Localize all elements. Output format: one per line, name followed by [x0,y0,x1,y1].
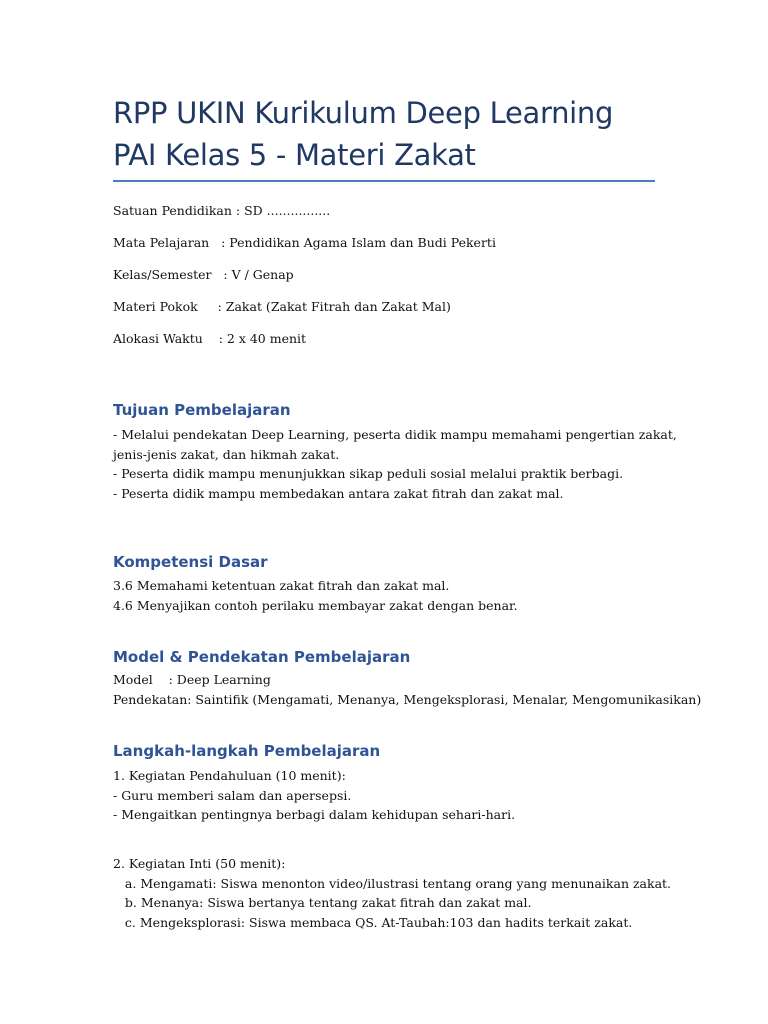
heading-langkah-pembelajaran: Langkah-langkah Pembelajaran [113,742,381,760]
tujuan-list [113,425,677,503]
kegiatan-pendahuluan [113,766,673,825]
list-item: - Peserta didik mampu membedakan antara zakat fitrah dan zakat mal. [113,485,564,501]
kompetensi-list [113,576,673,615]
heading-model-pendekatan: Model & Pendekatan Pembelajaran [113,648,411,666]
list-item: Pendekatan: Saintifik (Mengamati, Menanya, Mengeksplorasi, Menalar, Mengomunikasikan) [113,691,702,707]
meta-materi-pokok: Materi Pokok : Zakat (Zakat Fitrah dan Zakat Mal) [113,299,451,314]
list-item: 2. Kegiatan Inti (50 menit): [113,856,286,871]
title-divider [113,180,655,182]
list-item: a. Mengamati: Siswa menonton video/ilustrasi tentang orang yang menunaikan zakat. [113,875,672,891]
list-item: 3.6 Memahami ketentuan zakat fitrah dan zakat mal. [113,578,450,593]
kegiatan-inti [113,854,673,932]
list-item: Model : Deep Learning [113,672,271,687]
document-title [113,92,613,176]
heading-kompetensi-dasar: Kompetensi Dasar [113,553,268,571]
list-item: 4.6 Menyajikan contoh perilaku membayar zakat dengan benar. [113,597,518,613]
list-item: - Peserta didik mampu menunjukkan sikap peduli sosial melalui praktik berbagi. [113,466,624,481]
list-item: jenis-jenis zakat, dan hikmah zakat. [113,446,340,462]
list-item: c. Mengeksplorasi: Siswa membaca QS. At-Taubah:103 dan hadits terkait zakat. [113,914,633,930]
meta-mata-pelajaran: Mata Pelajaran : Pendidikan Agama Islam dan Budi Pekerti [113,235,496,250]
list-item: - Guru memberi salam dan apersepsi. [113,787,352,803]
meta-kelas-semester: Kelas/Semester : V / Genap [113,267,294,282]
meta-satuan-pendidikan: Satuan Pendidikan : SD ................ [113,203,331,218]
list-item: b. Menanya: Siswa bertanya tentang zakat fitrah dan zakat mal. [113,895,532,910]
title-line-1: RPP UKIN Kurikulum Deep Learning [113,96,614,130]
list-item: 1. Kegiatan Pendahuluan (10 menit): [113,768,346,783]
heading-tujuan-pembelajaran: Tujuan Pembelajaran [113,401,291,419]
meta-alokasi-waktu: Alokasi Waktu : 2 x 40 menit [113,331,307,346]
list-item: - Mengaitkan pentingnya berbagi dalam kehidupan sehari-hari. [113,807,516,822]
list-item: - Melalui pendekatan Deep Learning, peserta didik mampu memahami pengertian zakat, [113,427,677,442]
model-list [113,670,702,709]
title-line-2: PAI Kelas 5 - Materi Zakat [113,138,476,172]
